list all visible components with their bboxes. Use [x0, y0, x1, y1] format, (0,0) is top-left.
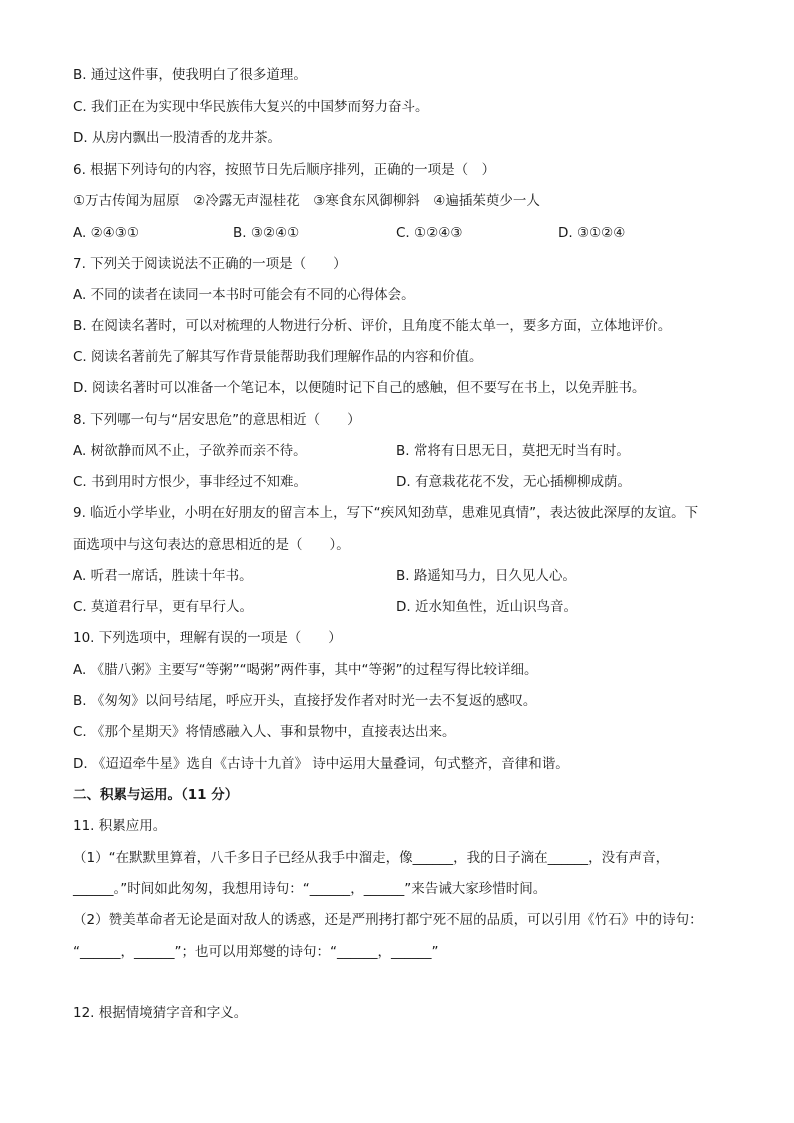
q8-option-b: B. 常将有日思无日，莫把无时当有时。 — [396, 443, 630, 459]
q6-option-d: D. ③①②④ — [558, 225, 626, 241]
question-9: 9. 临近小学毕业，小明在好朋友的留言本上，写下“疾风知劲草，患难见真情”，表达彼此深厚的友谊。下 — [73, 505, 699, 521]
q9-option-c: C. 莫道君行早，更有早行人。 — [73, 599, 254, 615]
q9-option-d: D. 近水知鱼性，近山识鸟音。 — [396, 599, 577, 615]
question-8: 8. 下列哪一句与“居安思危”的意思相近（ ） — [73, 412, 361, 428]
q7-option-d: D. 阅读名著时可以准备一个笔记本，以便随时记下自己的感触，但不要写在书上，以免弄脏书。 — [73, 380, 646, 396]
q7-option-b: B. 在阅读名著时，可以对梳理的人物进行分析、评价，且角度不能太单一，要多方面，立体地评价。 — [73, 318, 672, 334]
q5-option-c: C. 我们正在为实现中华民族伟大复兴的中国梦而努力奋斗。 — [73, 99, 429, 115]
q9-option-a: A. 听君一席话，胜读十年书。 — [73, 568, 253, 584]
q6-option-b: B. ③②④① — [233, 225, 300, 241]
q6-option-a: A. ②④③① — [73, 225, 139, 241]
q10-option-c: C. 《那个星期天》将情感融入人、事和景物中，直接表达出来。 — [73, 724, 456, 740]
q7-option-a: A. 不同的读者在读同一本书时可能会有不同的心得体会。 — [73, 287, 415, 303]
question-7: 7. 下列关于阅读说法不正确的一项是（ ） — [73, 256, 347, 272]
q11-part-1-cont: ______。”时间如此匆匆，我想用诗句：“______，______”来告诫大家珍惜时间。 — [73, 881, 547, 897]
q9-option-b: B. 路遥知马力，日久见人心。 — [396, 568, 576, 584]
q11-part-2-cont: “______，______”；也可以用郑燮的诗句：“______，______” — [73, 944, 439, 960]
question-11: 11. 积累应用。 — [73, 818, 167, 834]
q8-option-a: A. 树欲静而风不止，子欲养而亲不待。 — [73, 443, 307, 459]
q7-option-c: C. 阅读名著前先了解其写作背景能帮助我们理解作品的内容和价值。 — [73, 349, 483, 365]
q5-option-d: D. 从房内飘出一股清香的龙井茶。 — [73, 130, 281, 146]
question-10: 10. 下列选项中，理解有误的一项是（ ） — [73, 630, 342, 646]
q5-option-b: B. 通过这件事，使我明白了很多道理。 — [73, 67, 307, 83]
section-2-heading: 二、积累与运用。（11 分） — [73, 787, 239, 803]
q6-option-c: C. ①②④③ — [396, 225, 463, 241]
question-12: 12. 根据情境猜字音和字义。 — [73, 1005, 248, 1021]
q6-poems: ①万古传闻为屈原 ②冷露无声湿桂花 ③寒食东风御柳斜 ④遍插茱萸少一人 — [73, 193, 540, 209]
q10-option-b: B. 《匆匆》以问号结尾，呼应开头，直接抒发作者对时光一去不复返的感叹。 — [73, 693, 537, 709]
q11-part-2: （2）赞美革命者无论是面对敌人的诱惑，还是严刑拷打都宁死不屈的品质，可以引用《竹石》中的诗句： — [73, 912, 703, 928]
q8-option-c: C. 书到用时方恨少，事非经过不知难。 — [73, 474, 308, 490]
question-6: 6. 根据下列诗句的内容，按照节日先后顺序排列，正确的一项是（ ） — [73, 162, 496, 178]
q10-option-d: D. 《迢迢牵牛星》选自《古诗十九首》 诗中运用大量叠词，句式整齐，音律和谐。 — [73, 756, 569, 772]
q11-part-1: （1）“在默默里算着，八千多日子已经从我手中溜走，像______，我的日子滴在______，没有声音， — [73, 850, 670, 866]
question-9-cont: 面选项中与这句表达的意思相近的是（ ）。 — [73, 537, 350, 553]
q8-option-d: D. 有意栽花花不发，无心插柳柳成荫。 — [396, 474, 631, 490]
q10-option-a: A. 《腊八粥》主要写“等粥”“喝粥”两件事，其中“等粥”的过程写得比较详细。 — [73, 662, 538, 678]
